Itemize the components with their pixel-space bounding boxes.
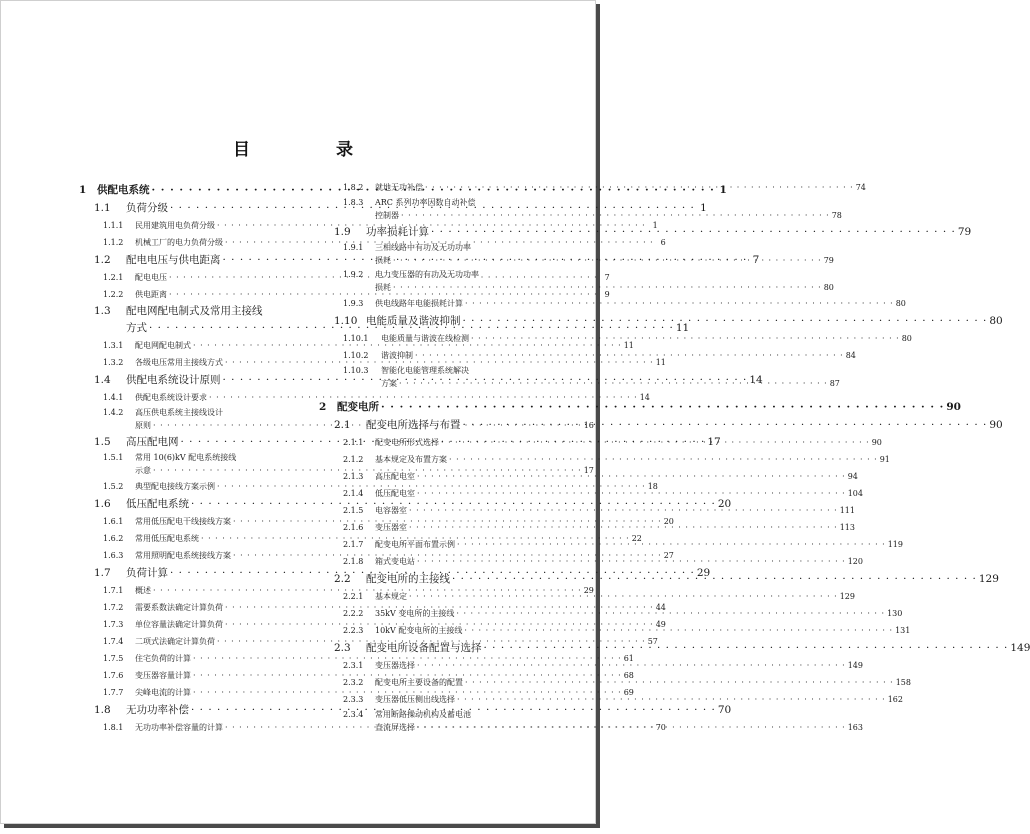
toc-entry-page: 17 (707, 436, 721, 448)
toc-entry[interactable] (79, 451, 297, 464)
toc-entry-title: 配变电所的主接线 (366, 573, 450, 585)
toc-entry-page: 1 (652, 221, 658, 230)
toc-entry-number: 1.9 (334, 226, 351, 238)
toc-entry-title: 常用低压配电干线接线方案 (135, 517, 231, 526)
toc-entry-title: 常用低压配电系统 (135, 534, 199, 543)
toc-entry-title: 无功功率补偿容量的计算 (135, 723, 223, 732)
toc-entry-number: 1.1.1 (103, 221, 124, 230)
toc-entry-title: 供电线路年电能损耗计算 (375, 299, 463, 308)
toc-entry-title: 变压器低压侧出线选择 (375, 695, 455, 704)
toc-entry-page: 149 (847, 661, 863, 670)
toc-leader-dots (457, 536, 886, 553)
toc-entry-title: 概述 (135, 586, 151, 595)
toc-leader-dots (452, 570, 977, 588)
toc-entry-title: 机械工厂的电力负荷分级 (135, 238, 223, 247)
toc-entry-title-cont: 控制器 (375, 211, 399, 220)
toc-entry-title-cont: 原则 (135, 421, 151, 430)
toc-entry-page: 7 (752, 254, 760, 266)
toc-entry[interactable] (319, 364, 540, 377)
toc-entry-number: 1.4.2 (103, 408, 124, 417)
toc-entry-page: 80 (823, 283, 834, 292)
toc-leader-dots (417, 553, 846, 570)
toc-entry[interactable] (319, 588, 855, 605)
toc-entry-number: 1.10 (334, 315, 358, 327)
toc-entry[interactable] (319, 295, 906, 312)
toc-entry-number: 2.2 (334, 573, 351, 585)
toc-leader-dots (463, 416, 988, 434)
toc-leader-dots (417, 721, 846, 735)
toc-entry-number: 1.2 (94, 254, 111, 266)
toc-leader-dots (449, 451, 878, 468)
toc-entry-number: 1.9.1 (343, 243, 364, 252)
toc-entry-number: 1.6 (94, 498, 111, 510)
toc-entry-page: 79 (957, 226, 972, 238)
toc-leader-dots (471, 330, 900, 347)
toc-entry-number: 2.2.3 (343, 626, 364, 635)
toc-leader-dots (456, 605, 885, 622)
toc-entry[interactable] (79, 303, 297, 319)
toc-entry-number: 1.7.4 (103, 637, 124, 646)
toc-entry-number: 1 (79, 184, 87, 196)
toc-entry-number: 1.6.3 (103, 551, 124, 560)
toc-entry-title: 典型配电接线方案示例 (135, 482, 215, 491)
toc-entry-page: 80 (901, 334, 912, 343)
toc-entry-number: 1.7.5 (103, 654, 124, 663)
toc-entry-page: 22 (631, 534, 642, 543)
toc-entry-page: 111 (839, 506, 855, 515)
toc-entry-title: 供配电系统设计原则 (126, 374, 221, 386)
toc-leader-dots (417, 468, 846, 485)
toc-entry-page: 80 (895, 299, 906, 308)
toc-entry-title: 常用 10(6)kV 配电系统接线 (135, 453, 237, 462)
toc-leader-dots (409, 519, 838, 536)
toc-leader-dots (409, 502, 838, 519)
toc-entry-title-cont: 方式 (126, 322, 147, 334)
toc-entry-page: 162 (887, 695, 903, 704)
toc-entry-title: 配变电所形式选择 (375, 438, 439, 447)
toc-entry-title-cont: 方案 (381, 379, 397, 388)
toc-entry[interactable] (319, 708, 540, 721)
toc-entry-title: 常用断路操动机构及蓄电池 (375, 710, 471, 719)
toc-entry-number: 1.9.2 (343, 270, 364, 279)
toc-entry-number: 2.1.4 (343, 489, 364, 498)
toc-entry-number: 1.1.2 (103, 238, 124, 247)
toc-entry-number: 1.8.3 (343, 198, 364, 207)
toc-entry-title: 无功功率补偿 (126, 704, 189, 716)
toc-entry-page: 70 (655, 723, 666, 732)
toc-entry-page: 14 (749, 374, 763, 386)
toc-entry-title: 供配电系统 (97, 184, 150, 196)
toc-entry-title: 配电网配电制式及常用主接线 (126, 305, 263, 317)
toc-entry-number: 1.3.2 (103, 358, 124, 367)
toc-entry-page: 79 (823, 256, 834, 265)
toc-entry-page: 1 (719, 184, 727, 196)
toc-entry-number: 1.2.2 (103, 290, 124, 299)
toc-entry-page: 120 (847, 557, 863, 566)
toc-entry-page: 7 (604, 273, 610, 282)
toc-entry-page: 69 (623, 688, 634, 697)
toc-entry-number: 2.1.6 (343, 523, 364, 532)
toc-entry[interactable] (319, 347, 856, 364)
toc-entry-page: 104 (847, 489, 863, 498)
toc-entry-number: 2.3.3 (343, 695, 364, 704)
toc-entry-title: 常用照明配电系统接线方案 (135, 551, 231, 560)
toc-entry-title: 住宅负荷的计算 (135, 654, 191, 663)
toc-entry-page: 27 (663, 551, 674, 560)
toc-entry-page: 80 (989, 315, 1003, 327)
toc-entry-page: 29 (583, 586, 594, 595)
toc-entry[interactable] (319, 330, 912, 347)
toc-entry-continuation[interactable] (319, 209, 842, 223)
toc-entry[interactable] (79, 406, 297, 419)
toc-entry[interactable] (319, 570, 999, 588)
toc-entry-number: 2.3.4 (343, 710, 364, 719)
toc-leader-dots (417, 485, 846, 502)
toc-entry-page: 68 (623, 671, 634, 680)
toc-leader-dots (457, 691, 886, 708)
toc-entry-page: 129 (839, 592, 855, 601)
toc-entry-number: 1.7.1 (103, 586, 124, 595)
toc-entry-title: 基本规定及布置方案 (375, 455, 447, 464)
toc-entry-title: 电力变压器的有功及无功功率 (375, 270, 479, 279)
toc-entry-continuation[interactable] (319, 281, 834, 295)
toc-entry-title: 配变电所设备配置与选择 (366, 642, 482, 654)
toc-entry-page: 16 (583, 421, 594, 430)
toc-entry-page: 9 (604, 290, 610, 299)
toc-entry[interactable] (319, 196, 540, 209)
toc-entry-number: 1.8.2 (343, 183, 364, 192)
toc-entry-number: 2.1.8 (343, 557, 364, 566)
toc-entry-page: 11 (623, 341, 634, 350)
toc-entry-title: 配变电所主要设备的配置 (375, 678, 463, 687)
toc-entry-page: 11 (675, 322, 690, 334)
toc-entry-page: 14 (639, 393, 650, 402)
toc-leader-dots (464, 622, 893, 639)
toc-leader-dots (401, 209, 830, 223)
toc-entry-title: 供配电系统设计要求 (135, 393, 207, 402)
page-title: 目 录 (233, 140, 393, 160)
toc-entry-title: 高压配电室 (375, 472, 415, 481)
toc-entry[interactable] (319, 268, 540, 281)
toc-entry-number: 1.6.2 (103, 534, 124, 543)
toc-entry[interactable] (79, 389, 650, 406)
toc-leader-dots (393, 254, 822, 268)
toc-leader-dots (441, 434, 870, 451)
toc-entry-number: 1.7.3 (103, 620, 124, 629)
toc-entry-number: 1.10.2 (343, 351, 369, 360)
toc-entry-page: 74 (855, 183, 866, 192)
toc-entry-title: 低压配电室 (375, 489, 415, 498)
toc-entry-title: 负荷分级 (126, 202, 168, 214)
toc-entry-page: 61 (623, 654, 634, 663)
toc-entry-title-cont: 损耗 (375, 256, 391, 265)
toc-entry-page: 113 (839, 523, 855, 532)
toc-entry-title: 配变电所平面布置示例 (375, 540, 455, 549)
toc-entry-number: 1.7 (94, 567, 111, 579)
toc-entry-title: ARC 系列功率因数自动补偿 (375, 198, 476, 207)
toc-entry-page: 1 (700, 202, 707, 214)
toc-entry-page: 90 (871, 438, 882, 447)
toc-entry-number: 1.7.2 (103, 603, 124, 612)
toc-entry-page: 90 (989, 419, 1003, 431)
toc-entry-title: 电能质量与谐波在线检测 (381, 334, 469, 343)
toc-entry-title-cont: 示意 (135, 466, 151, 475)
toc-entry-number: 2.1.1 (343, 438, 364, 447)
toc-entry-page: 87 (829, 379, 840, 388)
toc-leader-dots (417, 657, 846, 674)
toc-entry-page: 11 (655, 358, 666, 367)
toc-leader-dots (465, 295, 894, 312)
toc-entry-number: 1.10.1 (343, 334, 369, 343)
toc-entry-number: 1.1 (94, 202, 111, 214)
toc-entry-number: 1.9.3 (343, 299, 364, 308)
toc-leader-dots (425, 179, 854, 196)
toc-entry-number: 1.4.1 (103, 393, 124, 402)
toc-entry-number: 2.3.1 (343, 661, 364, 670)
toc-entry-page: 6 (660, 238, 666, 247)
toc-entry-number: 1.4 (94, 374, 111, 386)
toc-entry-title: 配电电压与供电距离 (126, 254, 221, 266)
toc-leader-dots (381, 399, 944, 416)
toc-entry-page: 130 (887, 609, 903, 618)
toc-entry[interactable] (319, 399, 961, 416)
toc-entry[interactable] (319, 312, 1003, 330)
toc-entry-page: 94 (847, 472, 858, 481)
toc-entry[interactable] (319, 451, 890, 468)
toc-entry-title: 就地无功补偿 (375, 183, 423, 192)
toc-entry-page: 119 (887, 540, 903, 549)
toc-entry-page: 17 (583, 466, 594, 475)
toc-entry-title: 民用建筑用电负荷分级 (135, 221, 215, 230)
toc-entry-title: 变压器容量计算 (135, 671, 191, 680)
toc-leader-dots (484, 639, 1009, 657)
toc-entry-number: 1.5.1 (103, 453, 124, 462)
toc-entry-number: 1.8.1 (103, 723, 124, 732)
toc-entry-title: 负荷计算 (126, 567, 168, 579)
toc-entry-title-cont: 损耗 (375, 283, 391, 292)
toc-entry-number: 2.1.7 (343, 540, 364, 549)
toc-entry-title: 单位容量法确定计算负荷 (135, 620, 223, 629)
toc-entry-title: 各级电压常用主接线方式 (135, 358, 223, 367)
toc-entry-number: 2.2.2 (343, 609, 364, 618)
toc-entry-page: 149 (1010, 642, 1030, 654)
toc-entry-number: 1.8 (94, 704, 111, 716)
toc-entry-page: 49 (655, 620, 666, 629)
toc-leader-dots (409, 588, 838, 605)
toc-entry-page: 18 (647, 482, 658, 491)
toc-entry-page: 158 (895, 678, 911, 687)
toc-entry-title: 变压器选择 (375, 661, 415, 670)
toc-entry-title: 低压配电系统 (126, 498, 189, 510)
toc-entry-number: 2.3 (334, 642, 351, 654)
toc-entry-title: 尖峰电流的计算 (135, 688, 191, 697)
toc-entry-number: 2.1.3 (343, 472, 364, 481)
toc-entry[interactable] (319, 223, 972, 241)
toc-entry-title: 电容器室 (375, 506, 407, 515)
toc-entry-number: 2.3.2 (343, 678, 364, 687)
toc-entry[interactable] (319, 179, 866, 196)
toc-entry-page: 131 (895, 626, 911, 635)
toc-entry-title: 35kV 变电所的主接线 (375, 609, 455, 618)
toc-leader-dots (393, 281, 822, 295)
toc-entry-number: 2 (319, 401, 327, 413)
toc-entry-title: 配电网配电制式 (135, 341, 191, 350)
toc-entry-number: 1.2.1 (103, 273, 124, 282)
toc-entry-continuation[interactable] (319, 254, 834, 268)
toc-entry-title: 电能质量及谐波抑制 (366, 315, 461, 327)
toc-leader-dots (399, 377, 828, 391)
toc-entry-title: 谐波抑制 (381, 351, 413, 360)
toc-leader-dots (463, 312, 988, 330)
toc-leader-dots (431, 223, 956, 241)
toc-entry-page: 90 (946, 401, 961, 413)
toc-entry-title: 变压器室 (375, 523, 407, 532)
toc-entry-page: 57 (647, 637, 658, 646)
toc-entry[interactable] (319, 241, 540, 254)
toc-entry-number: 1.3 (94, 305, 111, 317)
toc-entry-number: 2.1.2 (343, 455, 364, 464)
toc-entry-title: 功率损耗计算 (366, 226, 429, 238)
toc-entry-title: 二项式法确定计算负荷 (135, 637, 215, 646)
toc-leader-dots (465, 674, 894, 691)
toc-entry-page: 163 (847, 723, 863, 732)
toc-entry-page: 91 (879, 455, 890, 464)
toc-entry-title: 配变电所选择与布置 (366, 419, 461, 431)
toc-entry-page: 70 (717, 704, 732, 716)
toc-entry-number: 2.1 (334, 419, 351, 431)
toc-entry-page: 20 (663, 517, 674, 526)
toc-entry-number: 1.3.1 (103, 341, 124, 350)
toc-entry-page: 84 (845, 351, 856, 360)
toc-entry-number: 1.6.1 (103, 517, 124, 526)
toc-entry-number: 1.7.7 (103, 688, 124, 697)
toc-entry-title: 配电电压 (135, 273, 167, 282)
toc-entry-number: 2.1.5 (343, 506, 364, 515)
toc-entry-number: 1.5.2 (103, 482, 124, 491)
toc-entry-number: 2.2.1 (343, 592, 364, 601)
toc-entry-title-cont: 直流屏选择 (375, 723, 415, 732)
toc-entry-title: 配变电所 (337, 401, 379, 413)
toc-entry-page: 44 (655, 603, 666, 612)
toc-entry-title: 高压供电系统主接线设计 (135, 408, 223, 417)
toc-leader-dots (415, 347, 844, 364)
toc-entry-title: 基本规定 (375, 592, 407, 601)
toc-entry-title: 三相线路中有功及无功功率 (375, 243, 471, 252)
toc-entry-title: 10kV 配变电所的主接线 (375, 626, 463, 635)
toc-entry-page: 29 (696, 567, 711, 579)
toc-entry-page: 20 (717, 498, 732, 510)
toc-entry-number: 1.7.6 (103, 671, 124, 680)
toc-entry-number: 1.5 (94, 436, 111, 448)
toc-entry-title: 高压配电网 (126, 436, 179, 448)
toc-entry-title: 智能化电能管理系统解决 (381, 366, 469, 375)
toc-entry-page: 129 (978, 573, 999, 585)
toc-entry-title: 需要系数法确定计算负荷 (135, 603, 223, 612)
toc-entry-number: 1.10.3 (343, 366, 369, 375)
toc-entry-page: 78 (831, 211, 842, 220)
toc-entry-title: 箱式变电站 (375, 557, 415, 566)
toc-entry-title: 供电距离 (135, 290, 167, 299)
